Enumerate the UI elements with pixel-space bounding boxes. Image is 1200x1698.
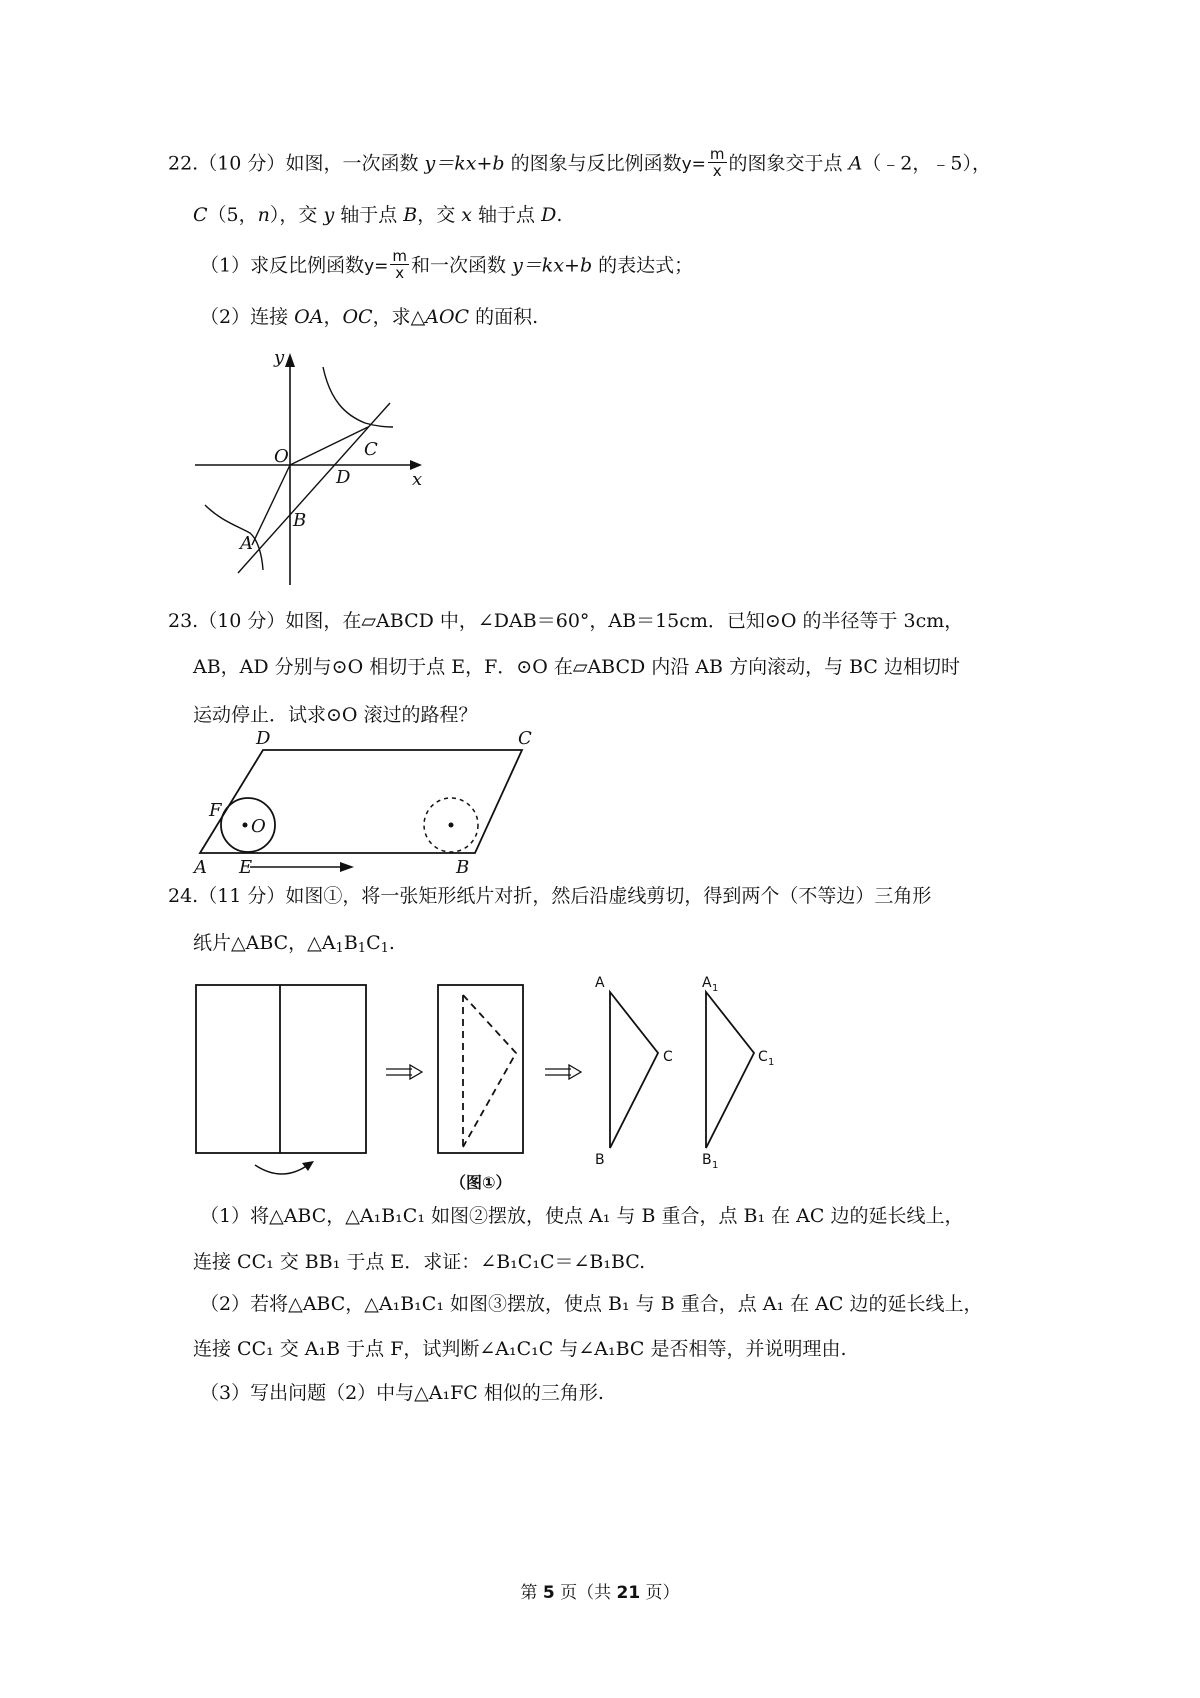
q22-part2: （2）连接 OA，OC，求△AOC 的面积. bbox=[200, 306, 539, 328]
fraction-m-over-x: $\frac{m}{x}$ bbox=[709, 145, 725, 180]
q23-line3: 运动停止．试求⊙O 滚过的路程？ bbox=[193, 704, 478, 726]
figure-caption: （图①） bbox=[450, 1173, 512, 1192]
q24-part1b: 连接 CC₁ 交 BB₁ 于点 E．求证：∠B₁C₁C＝∠B₁BC. bbox=[193, 1251, 646, 1273]
label-C: C bbox=[518, 728, 532, 749]
q24-part2a: （2）若将△ABC，△A₁B₁C₁ 如图③摆放，使点 B₁ 与 B 重合，点 A₁ 在 AC 边的延长线上， bbox=[200, 1293, 983, 1315]
question-number: 22. bbox=[168, 152, 199, 175]
label-C1: C bbox=[758, 1049, 768, 1065]
q23-parallelogram-figure bbox=[190, 728, 540, 878]
label-B: B bbox=[293, 510, 307, 531]
q23-line1: 23.（10 分）如图，在▱ABCD 中，∠DAB＝60°，AB＝15cm．已知⊙O 的半径等于 3cm， bbox=[168, 610, 964, 632]
label-O: O bbox=[251, 816, 266, 837]
label-y: y bbox=[274, 347, 285, 368]
label-A: A bbox=[595, 975, 605, 991]
svg-text:1: 1 bbox=[768, 1057, 775, 1068]
svg-text:1: 1 bbox=[712, 1160, 719, 1171]
q22-graph-figure bbox=[190, 345, 440, 590]
q24-line1: 24.（11 分）如图①，将一张矩形纸片对折，然后沿虚线剪切，得到两个（不等边）三角形 bbox=[168, 885, 932, 907]
label-C: C bbox=[364, 439, 378, 460]
label-D: D bbox=[256, 728, 271, 749]
label-D: D bbox=[336, 467, 351, 488]
label-O: O bbox=[274, 446, 289, 467]
q22-line1: 22.（10 分）如图，一次函数 y＝kx+b 的图象与反比例函数y= $\frac{m}{x}$ 的图象交于点 A（﹣2，﹣5）， bbox=[168, 145, 991, 180]
q24-line2: 纸片△ABC，$\triangle A_1B_1C_1$. bbox=[193, 932, 395, 956]
label-A: A bbox=[240, 533, 253, 554]
label-A1: A bbox=[702, 975, 712, 991]
page-footer: 第 5 页（共 21 页） bbox=[520, 1583, 680, 1603]
q22-line2: C（5，n），交 y 轴于点 B，交 x 轴于点 D. bbox=[193, 204, 563, 226]
label-x: x bbox=[412, 469, 423, 490]
q24-part3: （3）写出问题（2）中与△A₁FC 相似的三角形. bbox=[200, 1382, 604, 1404]
q24-part2b: 连接 CC₁ 交 A₁B 于点 F，试判断∠A₁C₁C 与∠A₁BC 是否相等，并说明理由. bbox=[193, 1338, 847, 1360]
label-B: B bbox=[595, 1152, 605, 1168]
q24-paper-cut-figure bbox=[190, 965, 790, 1195]
svg-text:1: 1 bbox=[712, 983, 719, 994]
label-A: A bbox=[194, 857, 207, 878]
label-F: F bbox=[209, 800, 222, 821]
q24-part1a: （1）将△ABC，△A₁B₁C₁ 如图②摆放，使点 A₁ 与 B 重合，点 B₁ 在 AC 边的延长线上， bbox=[200, 1205, 964, 1227]
total-pages: 21 bbox=[616, 1583, 641, 1603]
page-number: 5 bbox=[542, 1583, 555, 1603]
label-E: E bbox=[239, 857, 253, 878]
label-B1: B bbox=[702, 1152, 712, 1168]
q23-line2: AB，AD 分别与⊙O 相切于点 E，F．⊙O 在▱ABCD 内沿 AB 方向滚动，与 BC 边相切时 bbox=[193, 656, 960, 678]
label-B: B bbox=[456, 857, 470, 878]
fraction-m-over-x: $\frac{m}{x}$ bbox=[392, 247, 408, 282]
q22-part1: （1）求反比例函数y= $\frac{m}{x}$ 和一次函数 y＝kx+b 的表达式； bbox=[200, 247, 694, 282]
label-C: C bbox=[663, 1049, 673, 1065]
